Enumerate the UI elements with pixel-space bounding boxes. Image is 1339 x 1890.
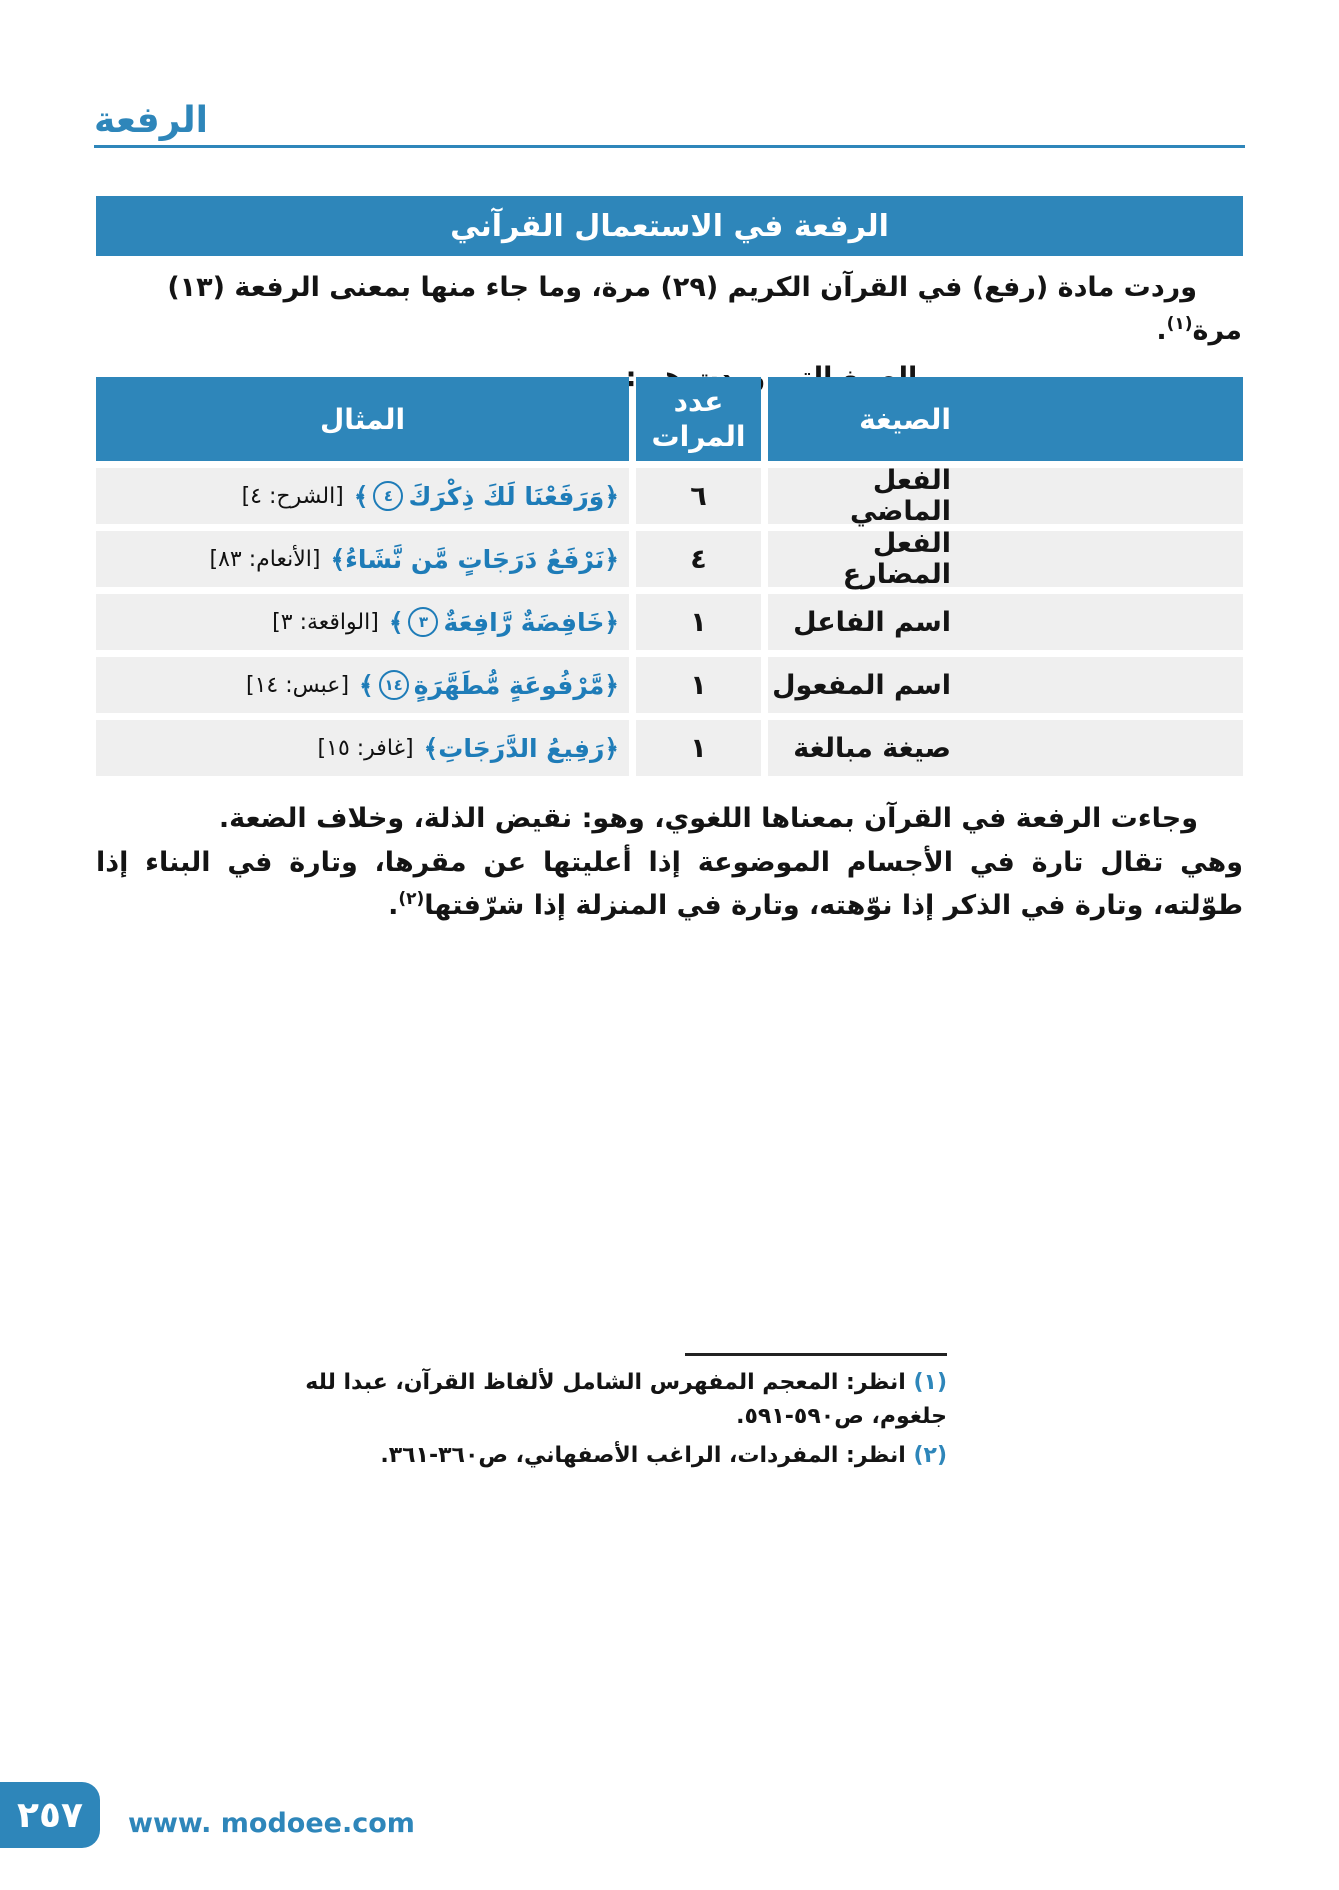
table-row-form: الفعل المضارع (768, 531, 1243, 587)
table-row-example (96, 468, 629, 524)
forms-table (96, 377, 1243, 776)
quran-quote: ﴿خَافِضَةٌ رَّافِعَةٌ (443, 607, 619, 637)
quran-quote: ﴿رَفِيعُ الدَّرَجَاتِ (438, 733, 619, 763)
table-row-count: ١ (636, 720, 761, 776)
quote-close-ornament: ﴾ (423, 733, 439, 763)
footnote-number: (١) (913, 1370, 947, 1395)
meaning-period: . (388, 890, 399, 922)
meaning-text: وهي تقال تارة في الأجسام الموضوعة إذا أعليتها عن مقرها، وتارة في البناء إذا طوّلته، وتارة في الذكر إذا نوّهته، وتارة في المنزلة إذا شرّفتها (96, 846, 1243, 922)
table-row-example (96, 720, 629, 776)
ayah-number-ornament: ١٤ (379, 670, 409, 700)
website-link[interactable]: www. modoee.com (128, 1808, 415, 1839)
table-row-count: ١ (636, 657, 761, 713)
footnote-2 (246, 1439, 947, 1473)
table-row-example (96, 657, 629, 713)
table-row-count: ١ (636, 594, 761, 650)
ayah-number-ornament: ٣ (408, 607, 438, 637)
footnote-1 (246, 1366, 947, 1434)
page-number: ٢٥٧ (17, 1794, 83, 1836)
footnote-number: (٢) (913, 1443, 947, 1469)
meaning-sentence-2 (96, 841, 1243, 928)
section-title: الرفعة في الاستعمال القرآني (450, 208, 889, 244)
intro-line-1 (97, 266, 1242, 352)
quote-close-ornament: ﴾ (330, 544, 346, 574)
intro-text: وردت مادة (رفع) في القرآن الكريم (٢٩) مرة، وما جاء منها بمعنى الرفعة (١٣) مرة (167, 272, 1242, 347)
quote-close-ornament: ﴾ (353, 481, 369, 511)
quote-close-ornament: ﴾ (359, 670, 374, 700)
verse-reference: [الأنعام: ٨٣] (209, 546, 321, 572)
verse-reference: [عبس: ١٤] (245, 672, 350, 698)
footnotes (246, 1353, 947, 1478)
running-head-title: الرفعة (94, 100, 208, 141)
table-row-form: الفعل الماضي (768, 468, 1243, 524)
table-header-count: عدد المرات (636, 377, 761, 461)
running-head (94, 92, 1245, 148)
verse-reference: [الشرح: ٤] (241, 483, 344, 509)
table-header-example: المثال (96, 377, 629, 461)
page-number-tab (0, 1782, 100, 1848)
footnote-text: انظر: المفردات، الراغب الأصفهاني، ص٣٦٠-٣٦١. (380, 1443, 906, 1469)
meaning-sentence-1: وجاءت الرفعة في القرآن بمعناها اللغوي، وهو: نقيض الذلة، وخلاف الضعة. (218, 803, 1198, 834)
table-row-form: اسم الفاعل (768, 594, 1243, 650)
quote-close-ornament: ﴾ (388, 607, 404, 637)
quran-quote: ﴿نَرْفَعُ دَرَجَاتٍ مَّن نَّشَاءُ (345, 544, 619, 574)
footnote-marker-2: (٢) (398, 889, 425, 910)
footnote-divider (685, 1353, 947, 1356)
verse-reference: [الواقعة: ٣] (272, 609, 379, 635)
table-header-form: الصيغة (768, 377, 1243, 461)
quran-quote: ﴿وَرَفَعْنَا لَكَ ذِكْرَكَ (408, 481, 619, 511)
table-row-count: ٦ (636, 468, 761, 524)
table-row-count: ٤ (636, 531, 761, 587)
footnote-marker-1: (١) (1166, 314, 1193, 335)
table-row-example (96, 531, 629, 587)
quran-quote: ﴿مَّرْفُوعَةٍ مُّطَهَّرَةٍ (413, 670, 619, 700)
meaning-paragraph (96, 797, 1243, 928)
ayah-number-ornament: ٤ (373, 481, 403, 511)
intro-period: . (1156, 315, 1167, 347)
table-row-form: اسم المفعول (768, 657, 1243, 713)
section-title-banner (96, 196, 1243, 256)
verse-reference: [غافر: ١٥] (317, 735, 414, 761)
footnote-text: انظر: المعجم المفهرس الشامل لألفاظ القرآن، عبدا لله جلغوم، ص٥٩٠-٥٩١. (305, 1370, 947, 1430)
table-row-form: صيغة مبالغة (768, 720, 1243, 776)
table-row-example (96, 594, 629, 650)
